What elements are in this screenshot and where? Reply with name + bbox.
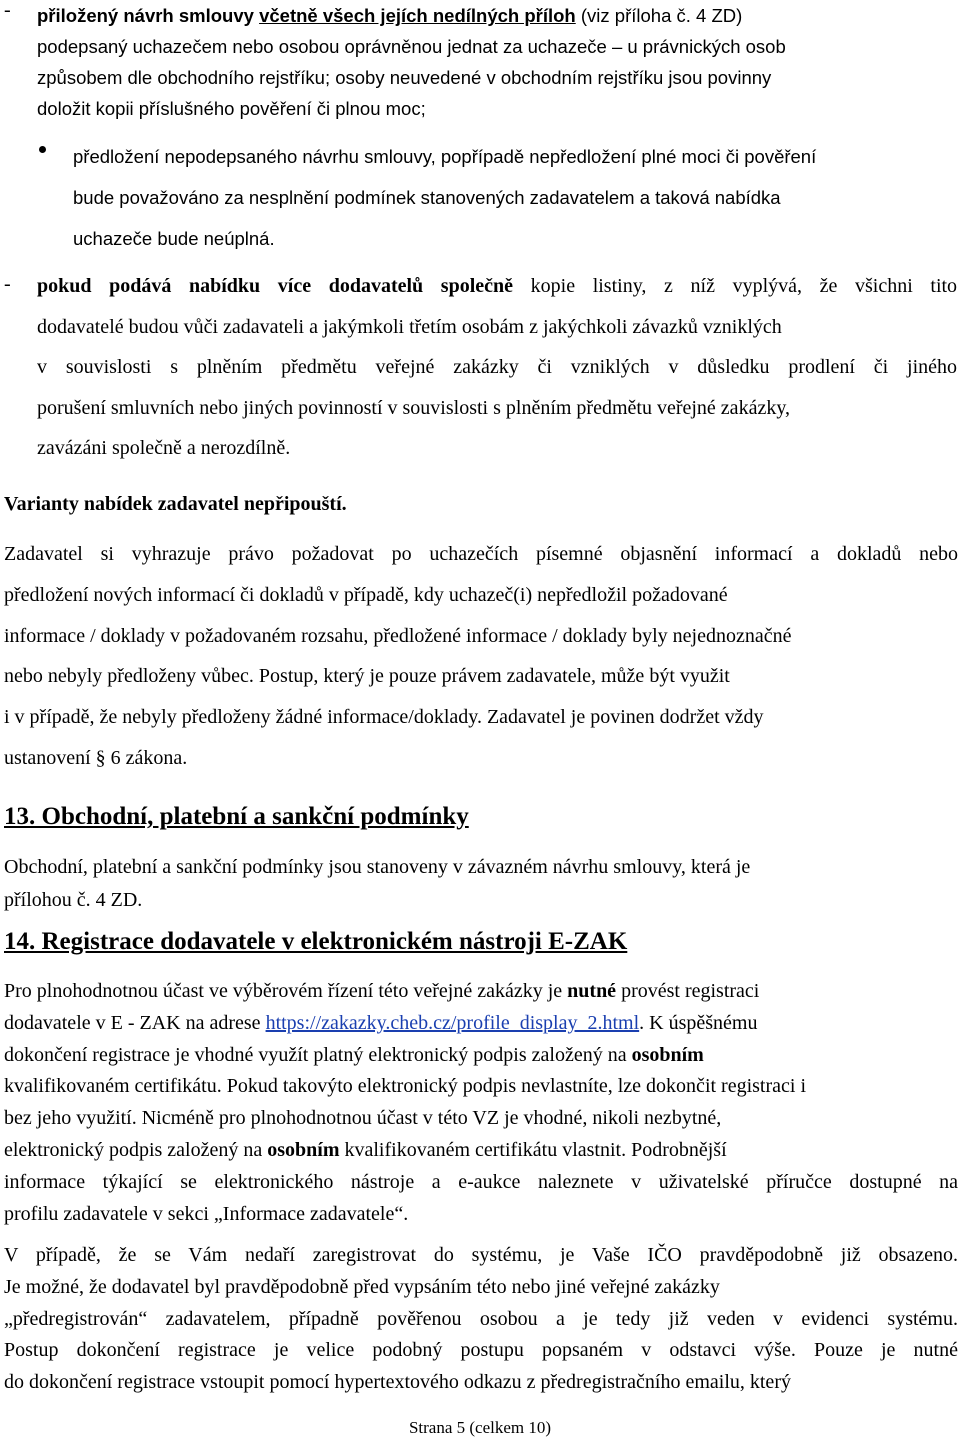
text-line: bez jeho využití. Nicméně pro plnohodnotnou účast v této VZ je vhodné, nikoli nezbytné, [4, 1107, 722, 1130]
paragraph-registration [4, 976, 958, 1230]
text-line: dokončení registrace je vhodné využít platný elektronický podpis založený na osobním [4, 1043, 704, 1066]
text-line: bude považováno za nesplnění podmínek stanovených zadavatelem a taková nabídka [73, 187, 781, 208]
text-line: Obchodní, platební a sankční podmínky jsou stanoveny v závazném návrhu smlouvy, která je [4, 856, 751, 878]
paragraph-clarification [4, 534, 958, 779]
text-line: dodavatelé budou vůči zadavateli a jakýmkoli třetím osobám z jakýchkoli závazků vzniklých [37, 315, 782, 338]
page-footer: Strana 5 (celkem 10) [408, 1418, 552, 1437]
text-line: přiložený návrh smlouvy včetně všech jejích nedílných příloh (viz příloha č. 4 ZD) [37, 5, 743, 26]
text-line: dodavatele v E - ZAK na adrese https://zakazky.cheb.cz/profile_display_2.html. K úspěšnému [4, 1011, 758, 1034]
text-line: Postup dokončení registrace je velice podobný postupu popsaném v odstavci výše. Pouze je nutné [4, 1339, 958, 1362]
text-line: do dokončení registrace vstoupit pomocí hypertextového odkazu z předregistračního emailu, který [4, 1371, 791, 1394]
variants-note [4, 491, 944, 517]
ezak-profile-link[interactable]: https://zakazky.cheb.cz/profile_display_2.html [265, 1011, 640, 1034]
text-line: Pro plnohodnotnou účast ve výběrovém řízení této veřejné zakázky je nutné provést registraci [4, 980, 760, 1002]
text-line: Zadavatel si vyhrazuje právo požadovat po uchazečích písemné objasnění informací a dokladů nebo [4, 543, 959, 565]
text-line: předložení nových informací či dokladů v případě, kdy uchazeč(i) nepředložil požadované [4, 583, 728, 606]
text-line: přílohou č. 4 ZD. [4, 889, 143, 911]
paragraph-preregistration [4, 1240, 958, 1399]
bullet-icon [39, 146, 46, 153]
text-line: pokud podává nabídku více dodavatelů společně kopie listiny, z níž vyplývá, že všichni tito [37, 275, 958, 297]
text-line: ustanovení § 6 zákona. [4, 746, 188, 769]
text-line: zavázáni společně a nerozdílně. [37, 437, 291, 459]
text-line: porušení smluvních nebo jiných povinností v souvislosti s plněním předmětu veřejné zakázky, [37, 396, 791, 419]
text-line: kvalifikovaném certifikátu. Pokud takovýto elektronický podpis nevlastníte, lze dokončit registraci i [4, 1075, 807, 1098]
text-line: předložení nepodepsaného návrhu smlouvy, popřípadě nepředložení plné moci či pověření [73, 146, 817, 167]
list-item-attachment [37, 0, 955, 124]
text-line: v souvislosti s plněním předmětu veřejné zakázky či vzniklých v důsledku prodlení či jiného [37, 356, 958, 378]
text-line: Varianty nabídek zadavatel nepřipouští. [4, 493, 347, 515]
text-line: informace týkající se elektronického nástroje a e-aukce naleznete v uživatelské příručce dostupné na [4, 1170, 959, 1193]
text-line: „předregistrován“ zadavatelem, případně pověřenou osobou a je tedy již veden v evidenci systému. [4, 1307, 958, 1330]
bullet-item-consequence [73, 136, 957, 259]
text-line: Je možné, že dodavatel byl pravděpodobně před vypsáním této nebo jiné veřejné zakázky [4, 1275, 720, 1298]
text-line: nebo nebyly předloženy vůbec. Postup, který je pouze právem zadavatele, může být využit [4, 665, 730, 688]
list-dash: - [4, 273, 11, 295]
text-line: podepsaný uchazečem nebo osobou oprávněnou jednat za uchazeče – u právnických osob [37, 36, 786, 57]
list-item-joint-bid [37, 266, 957, 469]
text-line: elektronický podpis založený na osobním kvalifikovaném certifikátu vlastnit. Podrobnější [4, 1138, 727, 1161]
text-line: V případě, že se Vám nedaří zaregistrovat do systému, je Vaše IČO pravděpodobně již obsazeno. [4, 1244, 958, 1266]
text-line: informace / doklady v požadovaném rozsahu, předložené informace / doklady byly nejednoznačné [4, 624, 792, 647]
text-line: uchazeče bude neúplná. [73, 228, 275, 249]
text-line: profilu zadavatele v sekci „Informace zadavatele“. [4, 1202, 409, 1225]
text-line: doložit kopii příslušného pověření či plnou moc; [37, 98, 426, 119]
paragraph-commercial-terms [4, 851, 958, 917]
text-line: i v případě, že nebyly předloženy žádné informace/doklady. Zadavatel je povinen dodržet vždy [4, 706, 764, 729]
list-dash: - [4, 0, 11, 21]
section-heading-13: 13. Obchodní, platební a sankční podmínky [4, 803, 469, 830]
section-heading-14: 14. Registrace dodavatele v elektronickém nástroji E-ZAK [4, 928, 628, 955]
text-line: způsobem dle obchodního rejstříku; osoby neuvedené v obchodním rejstříku jsou povinny [37, 67, 772, 88]
